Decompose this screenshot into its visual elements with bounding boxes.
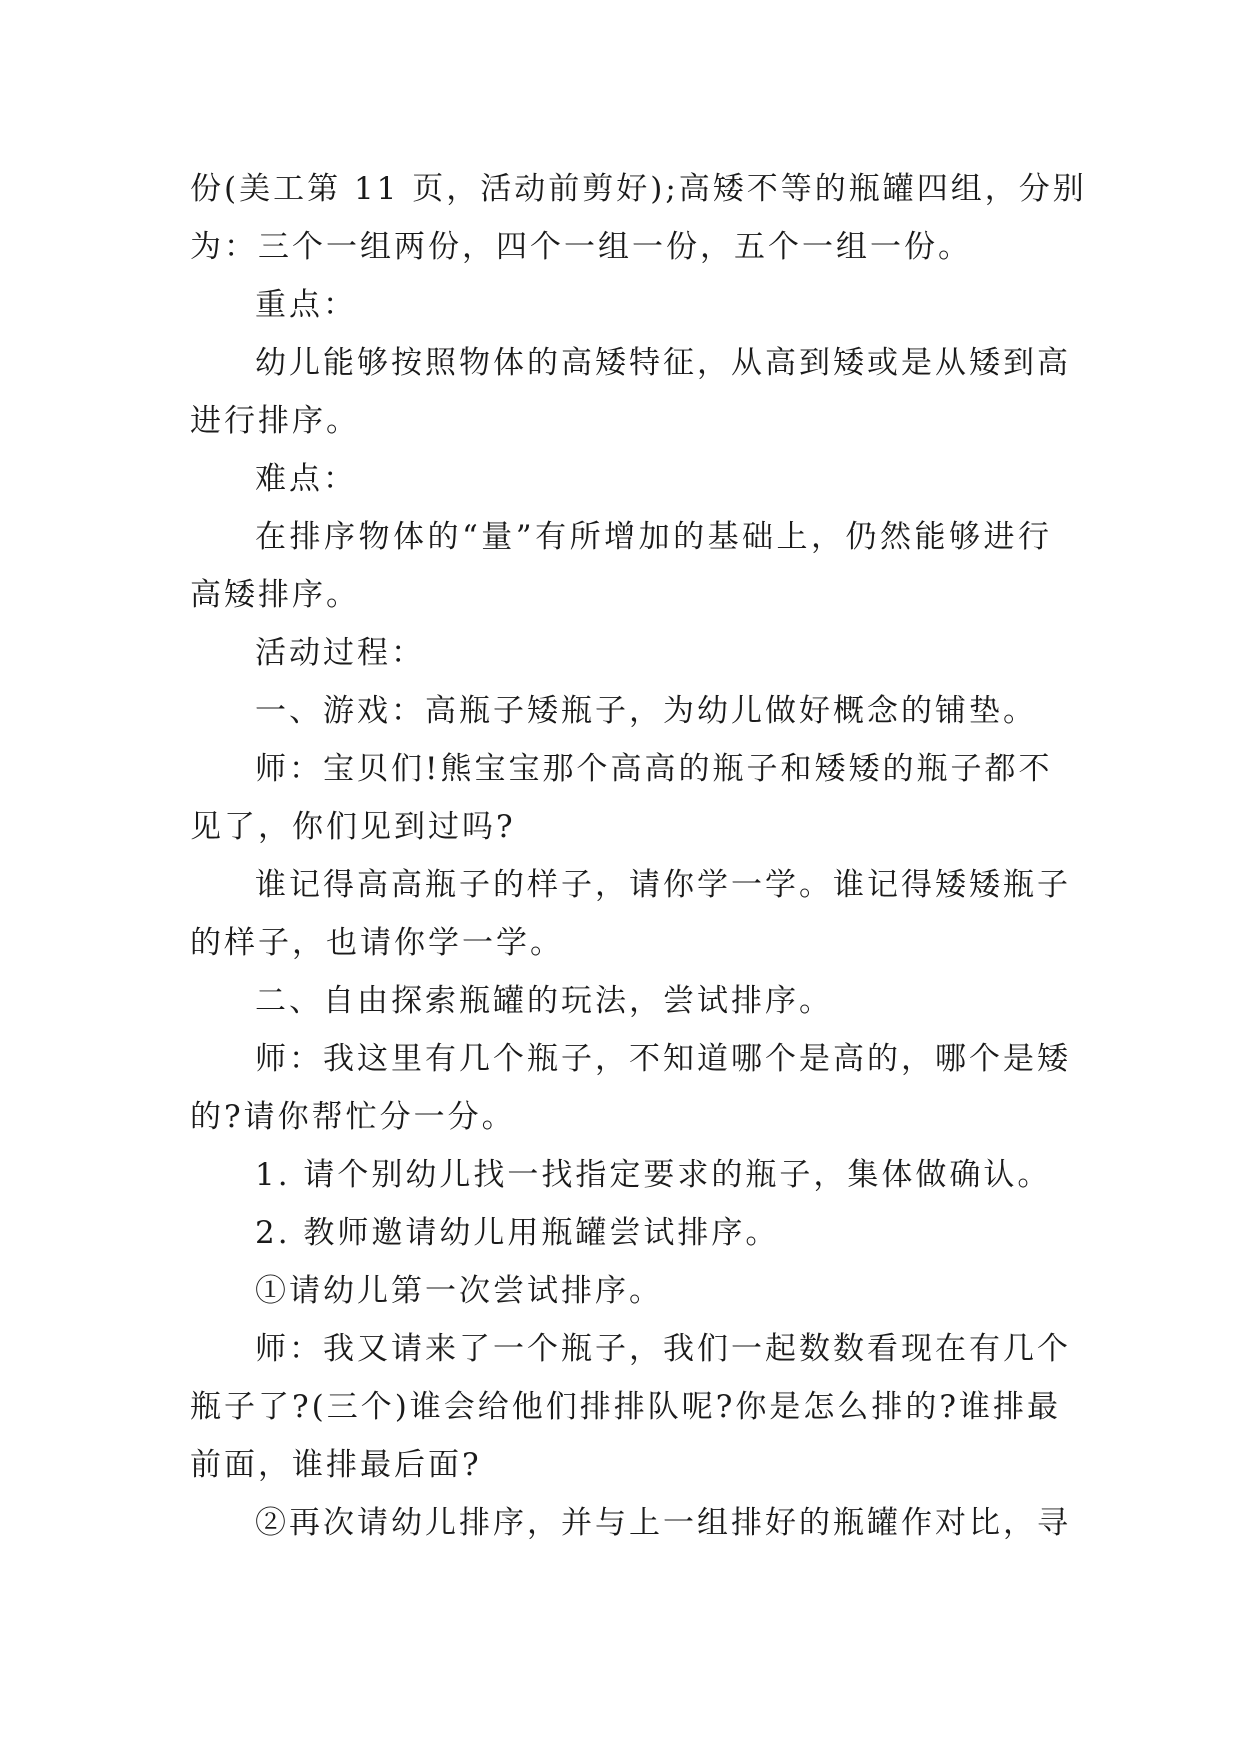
text-line: 师：我又请来了一个瓶子，我们一起数数看现在有几个 bbox=[255, 1331, 1071, 1367]
text-line: 的样子，也请你学一学。 bbox=[190, 925, 564, 961]
text-line: 进行排序。 bbox=[190, 403, 360, 439]
text-line: 份(美工第 11 页，活动前剪好);高矮不等的瓶罐四组，分别 bbox=[190, 171, 1087, 207]
text-line: ①请幼儿第一次尝试排序。 bbox=[255, 1273, 663, 1309]
text-line: 为：三个一组两份，四个一组一份，五个一组一份。 bbox=[190, 229, 972, 265]
text-line: 在排序物体的“量”有所增加的基础上，仍然能够进行 bbox=[255, 519, 1052, 555]
text-line: 高矮排序。 bbox=[190, 577, 360, 613]
section-heading-key-points: 重点： bbox=[255, 287, 357, 323]
text-line: 的?请你帮忙分一分。 bbox=[190, 1099, 516, 1135]
text-line: 2. 教师邀请幼儿用瓶罐尝试排序。 bbox=[255, 1215, 780, 1251]
text-line: 一、游戏：高瓶子矮瓶子，为幼儿做好概念的铺垫。 bbox=[255, 693, 1037, 729]
text-line: 师：宝贝们!熊宝宝那个高高的瓶子和矮矮的瓶子都不 bbox=[255, 751, 1053, 787]
text-line: 1. 请个别幼儿找一找指定要求的瓶子，集体做确认。 bbox=[255, 1157, 1052, 1193]
text-line: 前面，谁排最后面? bbox=[190, 1447, 482, 1483]
text-line: 见了，你们见到过吗? bbox=[190, 809, 516, 845]
section-heading-activity-process: 活动过程： bbox=[255, 635, 425, 671]
text-line: 谁记得高高瓶子的样子，请你学一学。谁记得矮矮瓶子 bbox=[255, 867, 1071, 903]
text-line: ②再次请幼儿排序，并与上一组排好的瓶罐作对比，寻 bbox=[255, 1505, 1071, 1541]
text-line: 师：我这里有几个瓶子，不知道哪个是高的，哪个是矮 bbox=[255, 1041, 1071, 1077]
text-line: 二、自由探索瓶罐的玩法，尝试排序。 bbox=[255, 983, 833, 1019]
text-line: 幼儿能够按照物体的高矮特征，从高到矮或是从矮到高 bbox=[255, 345, 1071, 381]
section-heading-difficulties: 难点： bbox=[255, 461, 357, 497]
text-line: 瓶子了?(三个)谁会给他们排排队呢?你是怎么排的?谁排最 bbox=[190, 1389, 1062, 1425]
